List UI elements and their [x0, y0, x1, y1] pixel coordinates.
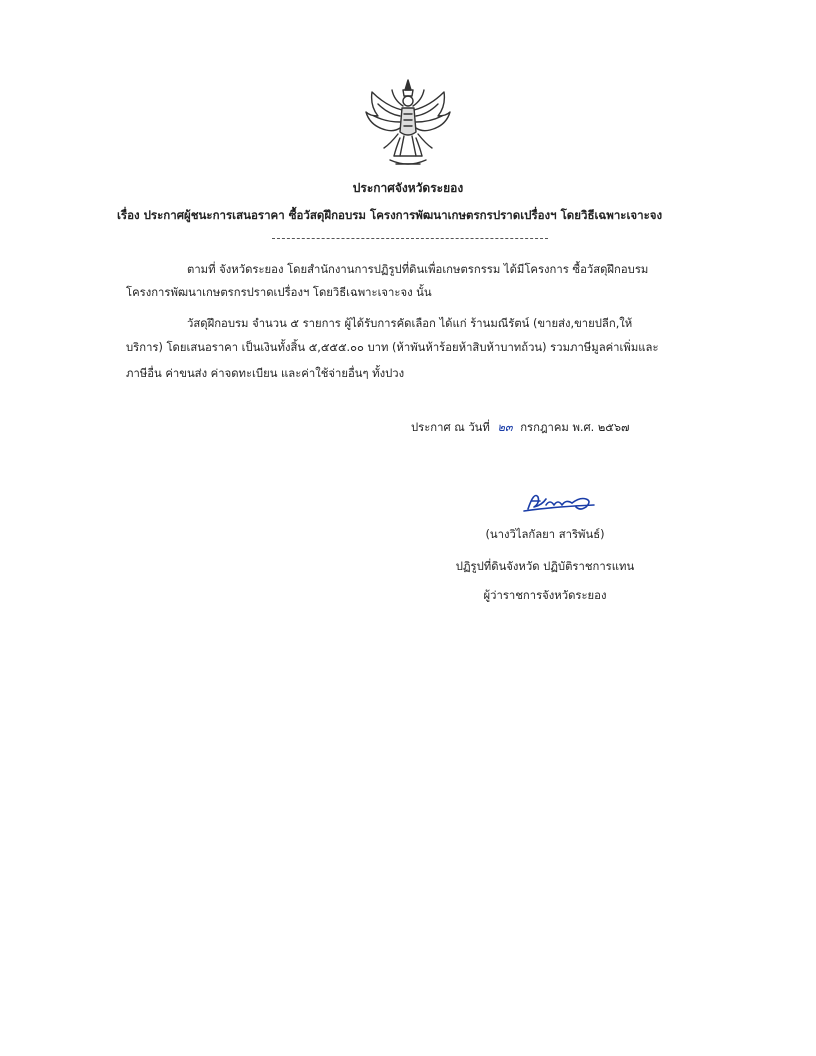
body-line: วัสดุฝึกอบรม จำนวน ๕ รายการ ผู้ได้รับการคัดเลือก ได้แก่ ร้านมณีรัตน์ (ขายส่ง,ขายปลีก,ให้	[187, 317, 633, 330]
date-month-year: กรกฎาคม พ.ศ. ๒๕๖๗	[520, 421, 630, 434]
subject-line: เรื่อง ประกาศผู้ชนะการเสนอราคา ซื้อวัสดุฝึกอบรม โครงการพัฒนาเกษตรกรปราดเปรื่องฯ โดยวิธีเฉพาะเจาะจง	[117, 208, 663, 222]
garuda-emblem-icon	[360, 76, 456, 172]
issuer-title: ประกาศจังหวัดระยอง	[352, 181, 464, 195]
body-line: ตามที่ จังหวัดระยอง โดยสำนักงานการปฏิรูปที่ดินเพื่อเกษตรกรรม ได้มีโครงการ ซื้อวัสดุฝึกอบรม	[187, 263, 649, 276]
announcement-date	[411, 418, 630, 436]
date-prefix: ประกาศ ณ วันที่	[411, 421, 490, 434]
body-line: โครงการพัฒนาเกษตรกรปราดเปรื่องฯ โดยวิธีเฉพาะเจาะจง นั้น	[126, 286, 432, 299]
signatory-name: (นางวิไลกัลยา สาริพันธ์)	[485, 528, 605, 541]
handwritten-signature	[520, 487, 598, 515]
separator-rule	[272, 238, 548, 239]
signatory-position: ปฏิรูปที่ดินจังหวัด ปฏิบัติราชการแทน	[455, 560, 635, 573]
body-line: บริการ) โดยเสนอราคา เป็นเงินทั้งสิ้น ๕,๕๕๕.๐๐ บาท (ห้าพันห้าร้อยห้าสิบห้าบาทถ้วน) รวมภาษีมูลค่าเพิ่มและ	[126, 341, 659, 354]
date-day: ๒๓	[497, 421, 513, 434]
signatory-on-behalf: ผู้ว่าราชการจังหวัดระยอง	[483, 589, 607, 602]
body-line: ภาษีอื่น ค่าขนส่ง ค่าจดทะเบียน และค่าใช้จ่ายอื่นๆ ทั้งปวง	[126, 367, 405, 380]
